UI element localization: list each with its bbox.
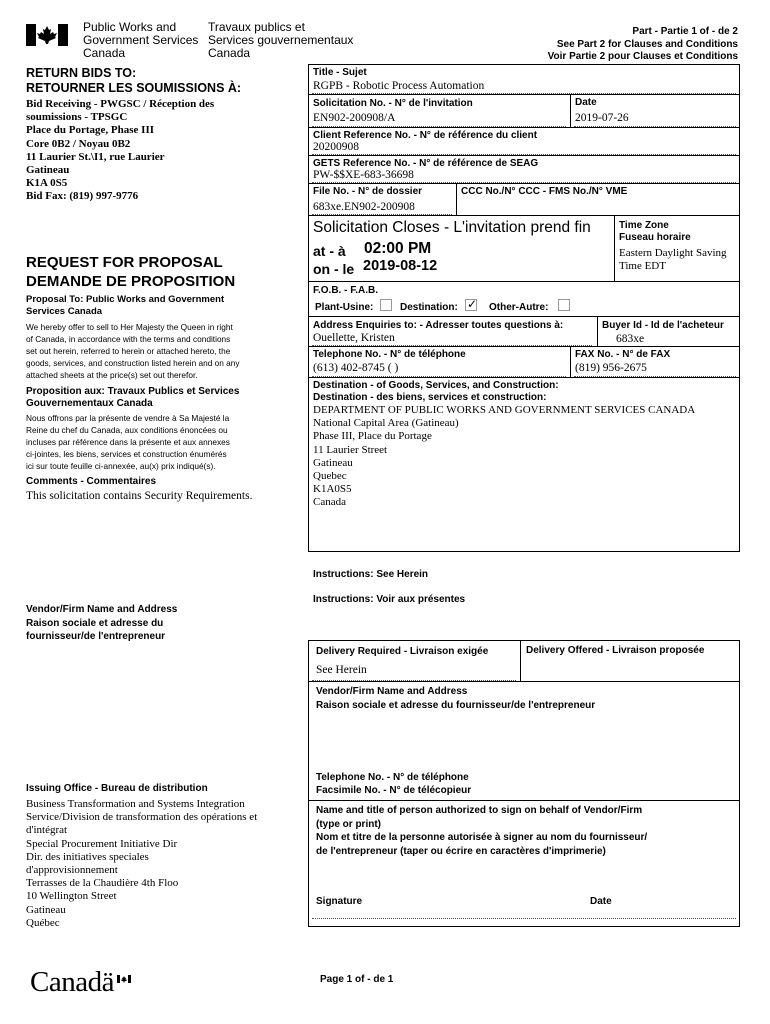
buyer-id-label: Buyer Id - Id de l'acheteur [602, 320, 724, 331]
destination-checkbox[interactable] [465, 299, 477, 311]
destination-goods-label-fr: Destination - des biens, services et construction: [313, 392, 547, 403]
authorized-person-label: Name and title of person authorized to sign on behalf of Vendor/Firm (type or print) Nom et titre de la personne autorisée à signer au nom du fournisseur/ de l'entrepreneur (taper ou écrire en caractères d'imprimerie) [316, 805, 648, 857]
vendor-facsimile-label: Facsimile No. - N° de télécopieur [316, 785, 472, 796]
timezone-value: Eastern Daylight Saving Time EDT [619, 247, 727, 272]
destination-goods-label-en: Destination - of Goods, Services, and Construction: [313, 380, 559, 391]
other-checkbox[interactable] [558, 299, 570, 311]
part-info: Part - Partie 1 of - de 2 See Part 2 for Clauses and Conditions Voir Partie 2 pour Clauses et Conditions [547, 26, 738, 62]
department-name-fr: Travaux publics et Services gouvernementaux Canada [208, 20, 354, 60]
fob-label: F.O.B. - F.A.B. [313, 285, 378, 296]
title-value: RGPB - Robotic Process Automation [313, 80, 485, 92]
closing-time-value: 02:00 PM [364, 240, 432, 257]
destination-goods-address: DEPARTMENT OF PUBLIC WORKS AND GOVERNMENT SERVICES CANADA National Capital Area (Gatineau) Phase III, Place du Portage 11 Laurier Street Gatineau Quebec K1A0S5 Canada [313, 404, 696, 509]
file-no-label: File No. - N° de dossier [313, 186, 423, 197]
plant-checkbox[interactable] [380, 299, 392, 311]
telephone-value: (613) 402-8745 ( ) [313, 362, 399, 374]
signature-date-field[interactable] [620, 898, 736, 918]
proposition-text: Nous offrons par la présente de vendre à Sa Majesté la Reine du chef du Canada, aux conditions énoncées ou incluses par référence dans la présente et aux annexes ci-jointes, les biens, services et construction énumérés ici sur toute feuille ci-annexée, au(x) prix indiqué(s). [26, 413, 230, 471]
gets-reference-value: PW-$$XE-683-36698 [313, 169, 414, 181]
plant-label: Plant-Usine: [315, 302, 374, 313]
issuing-office-address: Business Transformation and Systems Integration Service/Division de transformation des opérations et d'intégrat Special Procurement Initiative Dir Dir. des initiatives speciales d'approvisionnement Terrasses de la Chaudière 4th Floo 10 Wellington Street Gatineau Québec [26, 798, 258, 929]
destination-label: Destination: [400, 302, 458, 313]
canada-flag-icon [26, 24, 68, 46]
proposition-label: Proposition aux: Travaux Publics et Services Gouvernementaux Canada [26, 386, 240, 409]
proposal-to-text: We hereby offer to sell to Her Majesty the Queen in right of Canada, in accordance with the terms and conditions set out herein, referred to herein or attached hereto, the goods, services, and construction listed herein and on any attached sheets at the price(s) set out therefor. [26, 322, 240, 380]
authorized-person-field[interactable] [312, 860, 736, 890]
signature-label: Signature [316, 896, 363, 907]
vendor-name-address-field[interactable] [312, 714, 736, 769]
vendor-telephone-label: Telephone No. - N° de téléphone [316, 772, 469, 783]
solicitation-closes-heading: Solicitation Closes - L'invitation prend fin [313, 219, 591, 236]
at-label: at - à [313, 243, 346, 259]
comments-text: This solicitation contains Security Requirements. [26, 490, 253, 502]
instructions-fr: Instructions: Voir aux présentes [313, 594, 466, 605]
address-enquiries-value: Ouellette, Kristen [313, 332, 395, 344]
fax-label: FAX No. - N° de FAX [575, 349, 671, 360]
checkmark-icon: ✓ [467, 297, 478, 311]
return-bids-heading: RETURN BIDS TO: RETOURNER LES SOUMISSIONS À: [26, 66, 242, 95]
title-label: Title - Sujet [313, 67, 367, 78]
closing-date-value: 2019-08-12 [363, 258, 438, 274]
canada-wordmark: Canadä [30, 966, 114, 998]
proposal-to-label: Proposal To: Public Works and Government Services Canada [26, 294, 225, 317]
page-number: Page 1 of - de 1 [320, 974, 394, 985]
gets-reference-label: GETS Reference No. - N° de référence de SEAG [313, 158, 539, 169]
delivery-required-value: See Herein [316, 664, 367, 676]
other-label: Other-Autre: [489, 302, 549, 313]
issuing-office-label: Issuing Office - Bureau de distribution [26, 783, 208, 794]
department-name-en: Public Works and Government Services Canada [83, 20, 199, 60]
client-reference-value: 20200908 [313, 141, 359, 153]
buyer-id-value: 683xe [616, 333, 645, 345]
vendor-name-address-label: Vendor/Firm Name and Address Raison sociale et adresse du fournisseur/de l'entrepreneur [316, 686, 596, 711]
date-value: 2019-07-26 [575, 112, 629, 124]
vendor-left-label: Vendor/Firm Name and Address Raison sociale et adresse du fournisseur/de l'entrepreneur [26, 604, 178, 642]
wordmark-flag-icon [117, 970, 131, 978]
instructions-en: Instructions: See Herein [313, 569, 429, 580]
on-label: on - le [313, 261, 355, 277]
delivery-offered-label: Delivery Offered - Livraison proposée [526, 645, 705, 656]
return-bids-address: Bid Receiving - PWGSC / Réception des soumissions - TPSGC Place du Portage, Phase III Core 0B2 / Noyau 0B2 11 Laurier St.\I1, rue Laurier Gatineau K1A 0S5 Bid Fax: (819) 997-9776 [26, 98, 215, 203]
delivery-offered-field[interactable] [524, 660, 736, 678]
comments-label: Comments - Commentaires [26, 476, 157, 487]
file-no-value: 683xe.EN902-200908 [313, 201, 415, 213]
client-reference-label: Client Reference No. - N° de référence du client [313, 130, 538, 141]
date-label: Date [575, 97, 597, 108]
telephone-label: Telephone No. - N° de téléphone [313, 349, 466, 360]
ccc-no-label: CCC No./N° CCC - FMS No./N° VME [461, 186, 628, 197]
solicitation-no-value: EN902-200908/A [313, 112, 396, 124]
solicitation-no-label: Solicitation No. - N° de l'invitation [313, 98, 473, 109]
timezone-label: Time Zone Fuseau horaire [619, 220, 691, 243]
address-enquiries-label: Address Enquiries to: - Adresser toutes questions à: [313, 320, 564, 331]
rfp-title: REQUEST FOR PROPOSAL DEMANDE DE PROPOSITION [26, 254, 236, 290]
delivery-required-label: Delivery Required - Livraison exigée [316, 646, 489, 657]
fax-value: (819) 956-2675 [575, 362, 647, 374]
signature-date-label: Date [590, 896, 612, 907]
signature-field[interactable] [372, 898, 582, 918]
